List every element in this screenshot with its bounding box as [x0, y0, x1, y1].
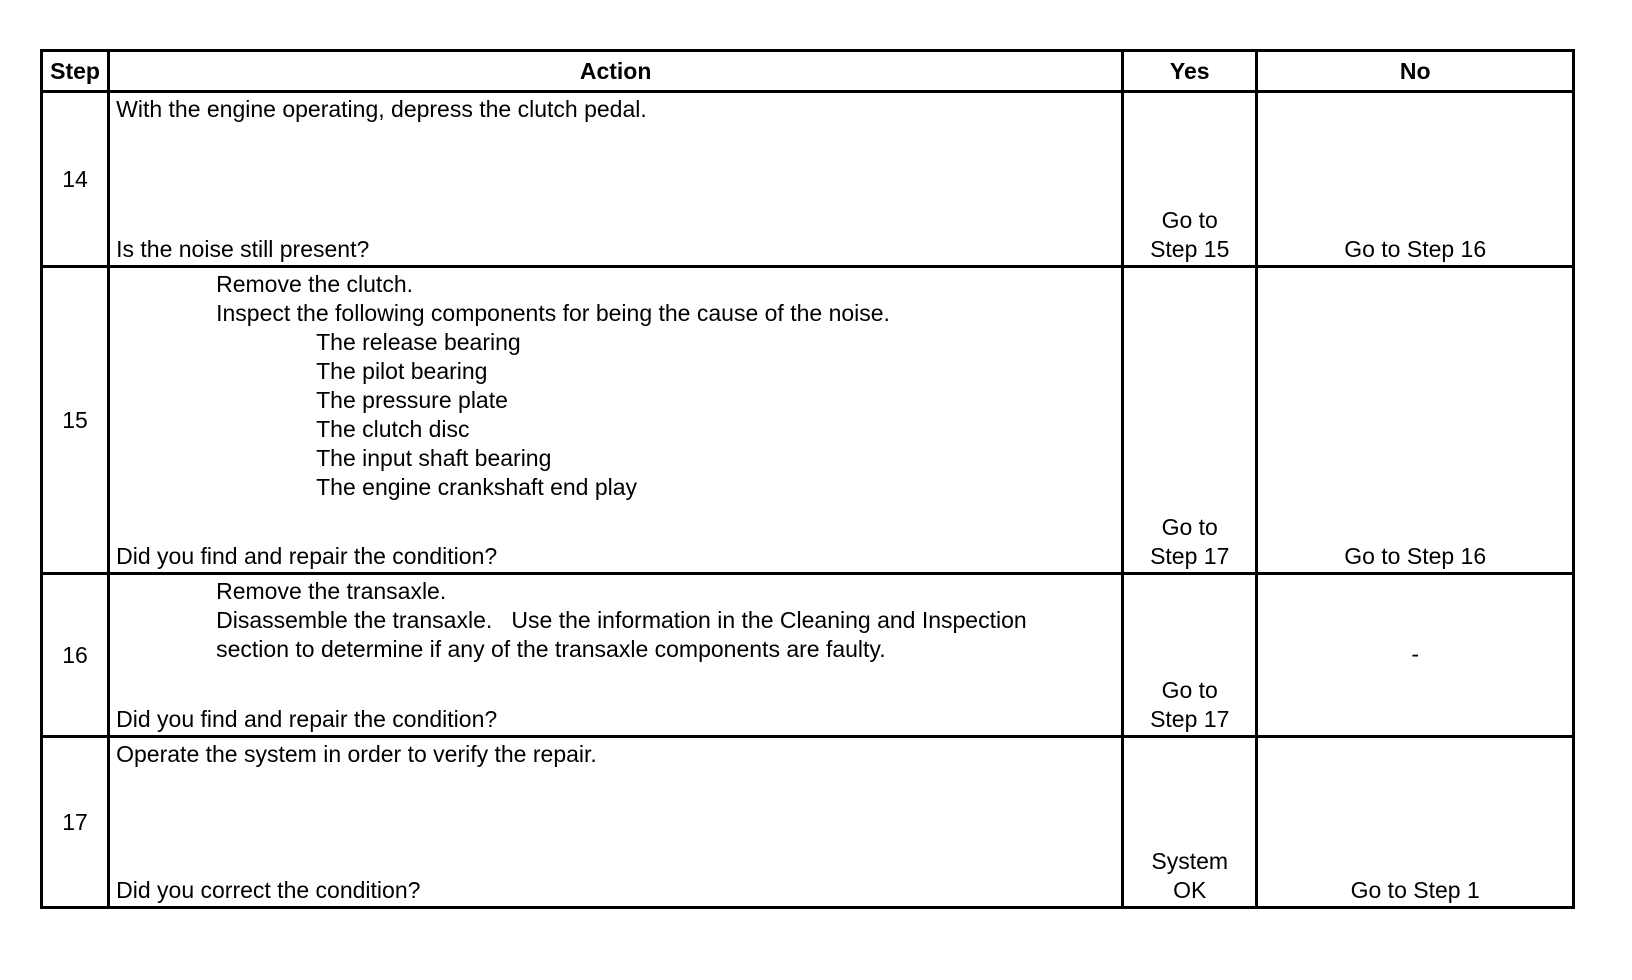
yes-line: Go to: [1161, 514, 1218, 540]
action-line: Remove the transaxle.: [216, 578, 447, 604]
action-line: With the engine operating, depress the clutch pedal.: [116, 96, 647, 122]
action-list-item: The release bearing: [316, 329, 521, 355]
yes-line: Step 15: [1150, 236, 1230, 262]
header-row: [42, 51, 1574, 92]
yes-cell: [1123, 574, 1257, 737]
yes-line: System: [1151, 848, 1229, 874]
action-cell: [109, 737, 1123, 908]
header-step: Step: [42, 51, 109, 92]
action-list-item: The clutch disc: [316, 416, 470, 442]
action-question: Is the noise still present?: [116, 236, 370, 262]
yes-cell: [1123, 267, 1257, 574]
table-row-step-16: [42, 574, 1574, 737]
action-cell: [109, 574, 1123, 737]
diagnostic-table: [40, 49, 1575, 909]
action-line: Remove the clutch.: [216, 271, 413, 297]
yes-line: Step 17: [1150, 543, 1230, 569]
no-cell: Go to Step 1: [1257, 737, 1574, 908]
action-list-item: The input shaft bearing: [316, 445, 552, 471]
action-line: Disassemble the transaxle. Use the information in the Cleaning and Inspection: [216, 607, 1027, 633]
action-question: Did you find and repair the condition?: [116, 706, 498, 732]
yes-line: Go to: [1161, 677, 1218, 703]
no-cell: -: [1257, 574, 1574, 737]
action-lines: [116, 93, 1117, 124]
header-yes: Yes: [1123, 51, 1257, 92]
step-number: 17: [42, 737, 109, 908]
action-list-item: The pressure plate: [316, 387, 508, 413]
action-lines: [116, 738, 1117, 769]
action-line: Inspect the following components for being the cause of the noise.: [216, 300, 890, 326]
yes-line: Step 17: [1150, 706, 1230, 732]
step-number: 14: [42, 92, 109, 267]
step-number: 16: [42, 574, 109, 737]
yes-line: Go to: [1161, 207, 1218, 233]
yes-cell: [1123, 92, 1257, 267]
step-number: 15: [42, 267, 109, 574]
action-line: section to determine if any of the transaxle components are faulty.: [216, 636, 886, 662]
action-question: Did you correct the condition?: [116, 877, 421, 903]
header-action: Action: [109, 51, 1123, 92]
table-row-step-14: [42, 92, 1574, 267]
action-cell: [109, 92, 1123, 267]
table-row-step-15: [42, 267, 1574, 574]
action-line: Operate the system in order to verify the repair.: [116, 741, 597, 767]
action-cell: [109, 267, 1123, 574]
action-question: Did you find and repair the condition?: [116, 543, 498, 569]
header-no: No: [1257, 51, 1574, 92]
no-cell: Go to Step 16: [1257, 267, 1574, 574]
yes-line: OK: [1173, 877, 1207, 903]
action-list-item: The pilot bearing: [316, 358, 488, 384]
action-lines: [116, 575, 1117, 664]
yes-cell: [1123, 737, 1257, 908]
no-cell: Go to Step 16: [1257, 92, 1574, 267]
action-lines: [116, 268, 1117, 502]
table-row-step-17: [42, 737, 1574, 908]
action-list-item: The engine crankshaft end play: [316, 474, 638, 500]
